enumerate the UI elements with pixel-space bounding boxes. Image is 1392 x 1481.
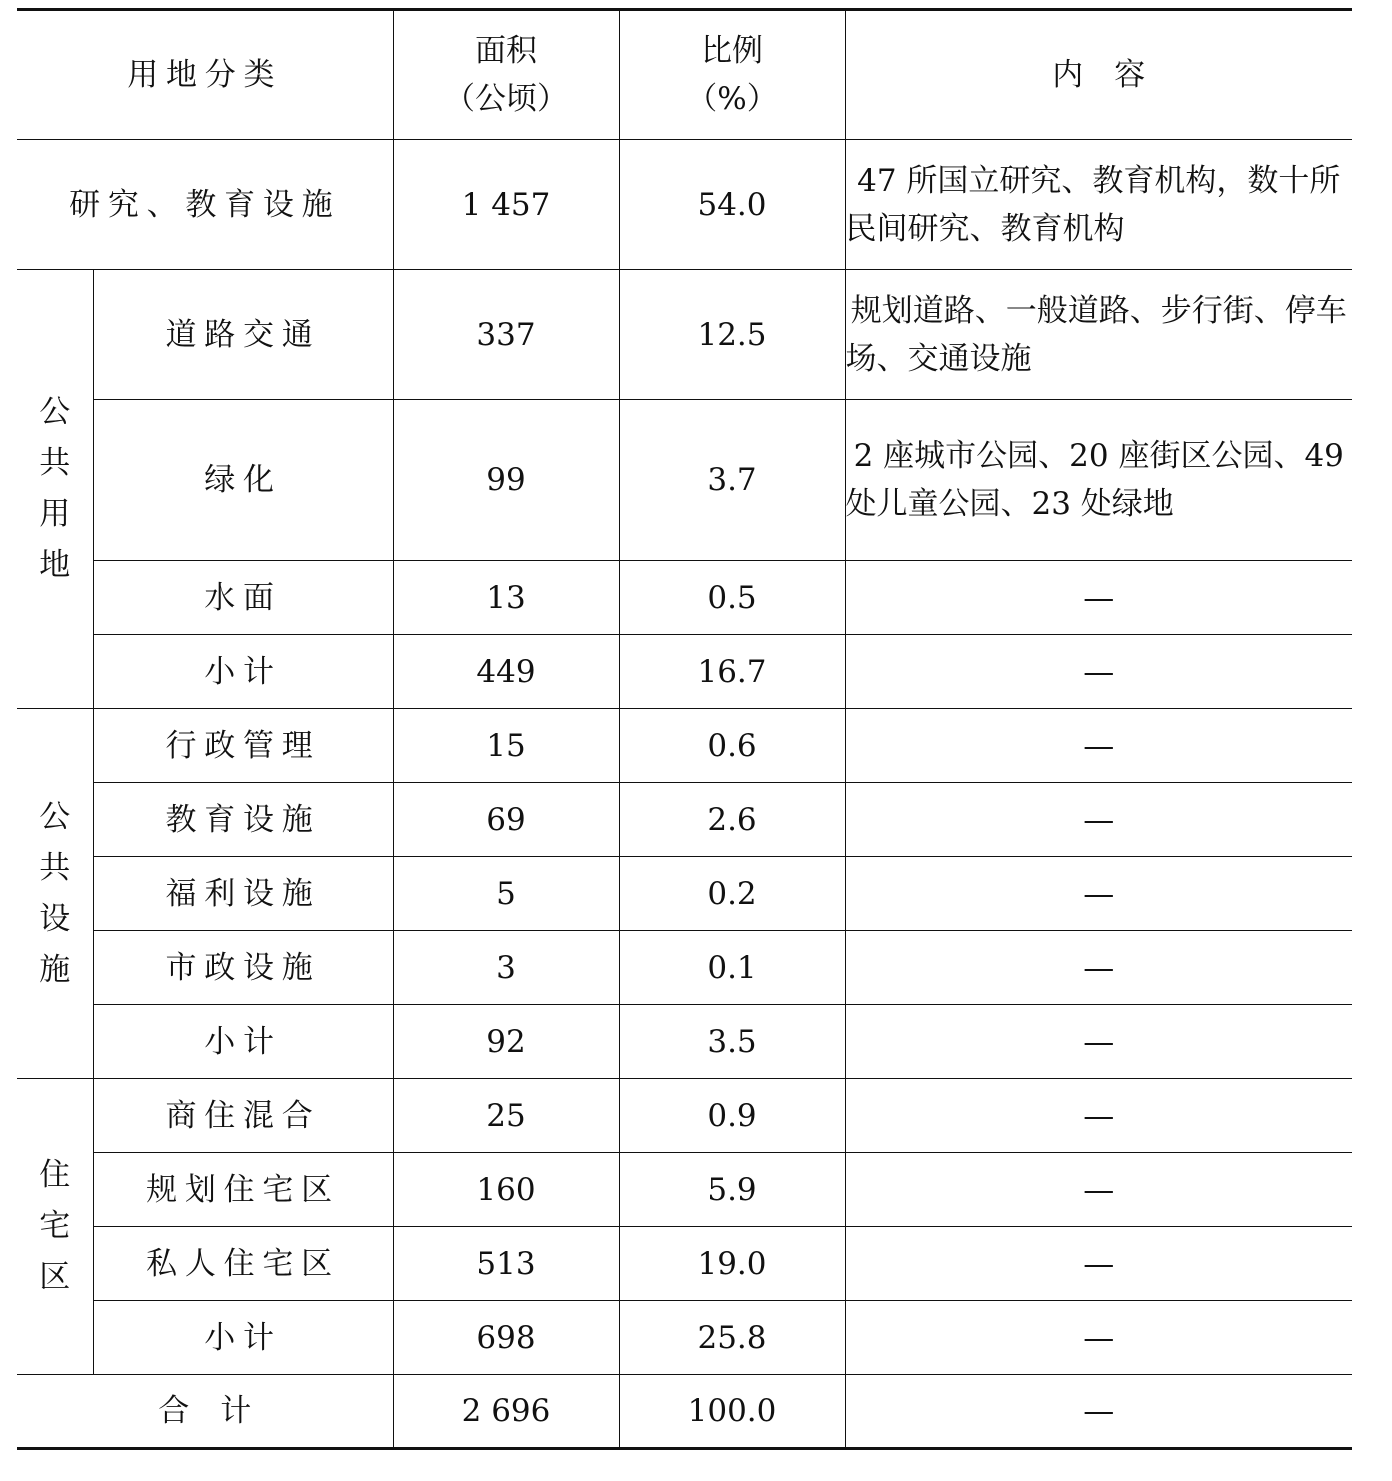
row-label: 教育设施 xyxy=(93,783,393,857)
row-area: 3 xyxy=(393,931,619,1005)
total-area: 2 696 xyxy=(393,1375,619,1449)
table-row xyxy=(17,1227,1352,1301)
table-row xyxy=(17,1153,1352,1227)
row-area: 513 xyxy=(393,1227,619,1301)
row-ratio: 12.5 xyxy=(619,270,845,400)
row-content: — xyxy=(845,1079,1352,1153)
row-area: 25 xyxy=(393,1079,619,1153)
row-content: — xyxy=(845,857,1352,931)
row-label: 行政管理 xyxy=(93,709,393,783)
header-ratio-unit: （%） xyxy=(686,81,778,117)
table-header xyxy=(17,10,1352,140)
row-ratio: 0.2 xyxy=(619,857,845,931)
row-content: 2 座城市公园、20 座街区公园、49 处儿童公园、23 处绿地 xyxy=(845,400,1352,561)
row-content: — xyxy=(845,931,1352,1005)
table-row xyxy=(17,561,1352,635)
row-content: — xyxy=(845,709,1352,783)
row-content: — xyxy=(845,1301,1352,1375)
row-label: 小计 xyxy=(93,1301,393,1375)
header-area-title: 面积 xyxy=(475,33,537,69)
table-row xyxy=(17,1079,1352,1153)
header-content: 内 容 xyxy=(845,10,1352,140)
row-label: 道路交通 xyxy=(93,270,393,400)
table-row xyxy=(17,857,1352,931)
row-content: — xyxy=(845,1227,1352,1301)
row-label: 小计 xyxy=(93,635,393,709)
row-ratio: 0.6 xyxy=(619,709,845,783)
row-content: 规划道路、一般道路、步行街、停车场、交通设施 xyxy=(845,270,1352,400)
row-content: — xyxy=(845,783,1352,857)
research-ratio: 54.0 xyxy=(619,140,845,270)
table-row-total xyxy=(17,1375,1352,1449)
table-row-research xyxy=(17,140,1352,270)
row-label: 商住混合 xyxy=(93,1079,393,1153)
row-area: 449 xyxy=(393,635,619,709)
row-area: 99 xyxy=(393,400,619,561)
row-label: 私人住宅区 xyxy=(93,1227,393,1301)
row-area: 13 xyxy=(393,561,619,635)
group-label-public-facilities: 公共设施 xyxy=(17,709,93,1079)
row-label: 福利设施 xyxy=(93,857,393,931)
table-row-subtotal xyxy=(17,1005,1352,1079)
row-area: 698 xyxy=(393,1301,619,1375)
total-content: — xyxy=(845,1375,1352,1449)
row-ratio: 5.9 xyxy=(619,1153,845,1227)
header-ratio-title: 比例 xyxy=(701,33,763,69)
header-category: 用地分类 xyxy=(17,10,393,140)
header-ratio xyxy=(619,10,845,140)
table-row xyxy=(17,783,1352,857)
table-row xyxy=(17,709,1352,783)
row-label: 绿化 xyxy=(93,400,393,561)
row-area: 160 xyxy=(393,1153,619,1227)
total-label: 合 计 xyxy=(17,1375,393,1449)
research-content: 47 所国立研究、教育机构，数十所民间研究、教育机构 xyxy=(845,140,1352,270)
row-ratio: 16.7 xyxy=(619,635,845,709)
row-ratio: 2.6 xyxy=(619,783,845,857)
row-area: 5 xyxy=(393,857,619,931)
row-ratio: 3.7 xyxy=(619,400,845,561)
research-label: 研究、教育设施 xyxy=(17,140,393,270)
header-area xyxy=(393,10,619,140)
row-ratio: 3.5 xyxy=(619,1005,845,1079)
table-row xyxy=(17,931,1352,1005)
header-area-unit: （公顷） xyxy=(444,81,568,117)
research-area: 1 457 xyxy=(393,140,619,270)
row-label: 小计 xyxy=(93,1005,393,1079)
row-content: — xyxy=(845,1153,1352,1227)
header-row xyxy=(17,10,1352,140)
row-ratio: 0.5 xyxy=(619,561,845,635)
row-area: 15 xyxy=(393,709,619,783)
row-ratio: 25.8 xyxy=(619,1301,845,1375)
row-label: 水面 xyxy=(93,561,393,635)
row-ratio: 0.9 xyxy=(619,1079,845,1153)
row-ratio: 19.0 xyxy=(619,1227,845,1301)
table-row-subtotal xyxy=(17,635,1352,709)
row-ratio: 0.1 xyxy=(619,931,845,1005)
row-content: — xyxy=(845,561,1352,635)
table-row-subtotal xyxy=(17,1301,1352,1375)
row-label: 规划住宅区 xyxy=(93,1153,393,1227)
land-use-table xyxy=(17,8,1352,1450)
table-row xyxy=(17,400,1352,561)
row-area: 92 xyxy=(393,1005,619,1079)
row-area: 69 xyxy=(393,783,619,857)
row-content: — xyxy=(845,635,1352,709)
group-label-public-land: 公共用地 xyxy=(17,270,93,709)
row-content: — xyxy=(845,1005,1352,1079)
row-label: 市政设施 xyxy=(93,931,393,1005)
group-label-residential: 住宅区 xyxy=(17,1079,93,1375)
table-row xyxy=(17,270,1352,400)
row-area: 337 xyxy=(393,270,619,400)
table-body xyxy=(17,140,1352,1449)
total-ratio: 100.0 xyxy=(619,1375,845,1449)
